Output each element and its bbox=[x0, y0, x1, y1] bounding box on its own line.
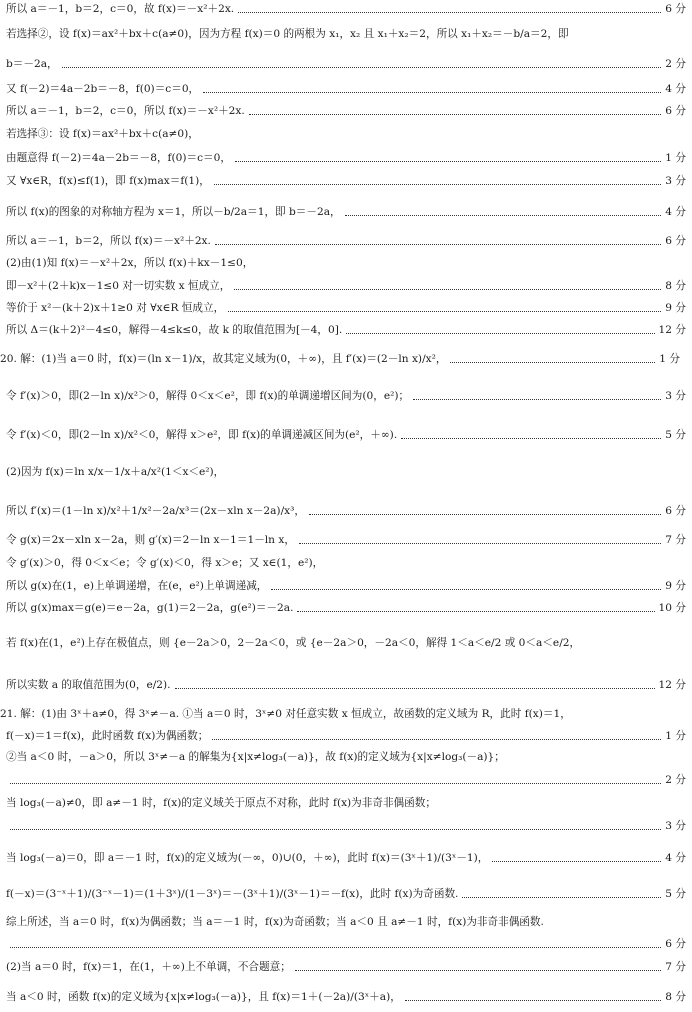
solution-line bbox=[0, 707, 680, 721]
leader-dots bbox=[62, 67, 662, 68]
solution-line bbox=[6, 82, 686, 96]
line-text: 若选择②，设 f(x)＝ax²＋bx＋c(a≠0)，因为方程 f(x)＝0 的两根为 x₁，x₂ 且 x₁＋x₂＝2，所以 x₁＋x₂＝－b/a＝2，即 bbox=[6, 28, 569, 40]
leader-dots bbox=[405, 1000, 661, 1001]
leader-dots bbox=[249, 114, 662, 115]
line-text: 所以 a＝－1，b＝2，c＝0，所以 f(x)＝－x²＋2x. bbox=[6, 105, 245, 117]
leader-dots bbox=[215, 244, 661, 245]
solution-line bbox=[6, 428, 686, 442]
line-score: 4 分 bbox=[665, 852, 686, 864]
solution-line bbox=[6, 750, 686, 764]
leader-dots bbox=[212, 739, 661, 740]
solution-line bbox=[6, 579, 686, 593]
leader-dots bbox=[295, 970, 661, 971]
line-text: 若选择③：设 f(x)＝ax²＋bx＋c(a≠0)， bbox=[6, 128, 199, 140]
leader-dots bbox=[297, 611, 654, 612]
solution-line bbox=[6, 533, 686, 547]
solution-line bbox=[6, 27, 686, 41]
solution-line bbox=[6, 937, 686, 951]
line-text: 所以 a＝－1，b＝2，所以 f(x)＝－x²＋2x. bbox=[6, 235, 211, 247]
leader-dots bbox=[10, 783, 661, 784]
line-text: 由题意得 f(－2)＝4a－2b＝－8，f(0)＝c＝0， bbox=[6, 152, 231, 164]
line-text: 所以实数 a 的取值范围为(0，e/2). bbox=[6, 679, 171, 691]
solution-line bbox=[6, 796, 686, 810]
solution-line bbox=[6, 819, 686, 833]
line-text: 令 f′(x)＜0，即(2－ln x)/x²＜0，解得 x＞e²，即 f(x)的单调递减区间为(e²，＋∞). bbox=[6, 429, 398, 441]
line-score: 3 分 bbox=[665, 175, 686, 187]
leader-dots bbox=[346, 333, 654, 334]
solution-line bbox=[6, 205, 686, 219]
leader-dots bbox=[235, 161, 661, 162]
leader-dots bbox=[214, 184, 661, 185]
line-text: 当 a＜0 时，函数 f(x)的定义域为{x|x≠log₃(－a)}，且 f(x)＝1＋(－2a)/(3ˣ＋a)， bbox=[6, 991, 401, 1003]
solution-line bbox=[6, 127, 686, 141]
line-text: 若 f(x)在(1，e²)上存在极值点，则 {e－2a＞0，2－2a＜0，或 {e－2a＞0，－2a＜0，解得 1＜a＜e/2 或 0＜a＜e/2， bbox=[6, 637, 581, 649]
line-text: 即－x²＋(2＋k)x－1≤0 对一切实数 x 恒成立， bbox=[6, 280, 231, 292]
line-text: 当 log₃(－a)≠0，即 a≠－1 时，f(x)的定义域关于原点不对称，此时 f(x)为非奇非偶函数； bbox=[6, 797, 436, 809]
solution-line bbox=[6, 636, 686, 650]
line-text: 令 f′(x)＞0，即(2－ln x)/x²＞0，解得 0＜x＜e²，即 f(x)的单调递增区间为(0，e²)； bbox=[6, 390, 410, 402]
leader-dots bbox=[10, 829, 661, 830]
line-text: 所以 f′(x)＝(1－ln x)/x²＋1/x²－2a/x³＝(2x－xln x－2a)/x³， bbox=[6, 505, 305, 517]
line-score: 6 分 bbox=[665, 505, 686, 517]
solution-line bbox=[6, 234, 686, 248]
line-text: (2)当 a＝0 时，f(x)＝1，在(1，＋∞)上不单调，不合题意； bbox=[6, 961, 291, 973]
solution-line bbox=[6, 601, 686, 615]
solution-line bbox=[6, 256, 686, 270]
line-text: f(－x)＝(3⁻ˣ＋1)/(3⁻ˣ－1)＝(1＋3ˣ)/(1－3ˣ)＝－(3ˣ＋1)/(3ˣ－1)＝－f(x)，此时 f(x)为奇函数. bbox=[6, 888, 459, 900]
solution-line bbox=[6, 729, 686, 743]
line-score: 12 分 bbox=[658, 324, 686, 336]
solution-line bbox=[6, 556, 686, 570]
line-text: 20. 解：(1)当 a＝0 时，f(x)＝(ln x－1)/x，故其定义域为(0，＋∞)，且 f′(x)＝(2－ln x)/x²， bbox=[0, 353, 447, 365]
line-text: 所以 g(x)max＝g(e)＝e－2a，g(1)＝2－2a，g(e²)＝－2a. bbox=[6, 602, 294, 614]
line-score: 1 分 bbox=[665, 730, 686, 742]
leader-dots bbox=[234, 289, 661, 290]
solution-line bbox=[6, 2, 686, 16]
solution-line bbox=[6, 851, 686, 865]
solution-line bbox=[6, 389, 686, 403]
line-text: (2)因为 f(x)＝ln x/x－1/x＋a/x²(1＜x＜e²)， bbox=[6, 466, 225, 478]
leader-dots bbox=[203, 92, 661, 93]
line-score: 7 分 bbox=[665, 961, 686, 973]
line-text: 又 ∀x∈R，f(x)≤f(1)，即 f(x)max＝f(1)， bbox=[6, 175, 210, 187]
leader-dots bbox=[228, 311, 661, 312]
leader-dots bbox=[450, 362, 655, 363]
line-score: 6 分 bbox=[665, 938, 686, 950]
line-score: 9 分 bbox=[665, 580, 686, 592]
line-score: 1 分 bbox=[665, 152, 686, 164]
line-text: b＝－2a， bbox=[6, 58, 58, 70]
solution-line bbox=[6, 323, 686, 337]
line-text: 当 log₃(－a)＝0，即 a＝－1 时，f(x)的定义域为(－∞，0)∪(0，＋∞)，此时 f(x)＝(3ˣ＋1)/(3ˣ－1)， bbox=[6, 852, 489, 864]
solution-line bbox=[6, 174, 686, 188]
line-score: 8 分 bbox=[665, 991, 686, 1003]
line-text: 又 f(－2)＝4a－2b＝－8，f(0)＝c＝0， bbox=[6, 83, 200, 95]
leader-dots bbox=[175, 688, 655, 689]
line-text: ②当 a＜0 时，－a＞0，所以 3ˣ≠－a 的解集为{x|x≠log₃(－a)}，故 f(x)的定义域为{x|x≠log₃(－a)}； bbox=[6, 751, 505, 763]
line-text: 综上所述，当 a＝0 时，f(x)为偶函数；当 a＝－1 时，f(x)为奇函数；当 a＜0 且 a≠－1 时，f(x)为非奇非偶函数. bbox=[6, 916, 544, 928]
line-text: 所以 Δ＝(k＋2)²－4≤0，解得－4≤k≤0，故 k 的取值范围为[－4，0]. bbox=[6, 324, 343, 336]
solution-line bbox=[6, 990, 686, 1004]
line-score: 10 分 bbox=[658, 602, 686, 614]
line-score: 6 分 bbox=[665, 3, 686, 15]
leader-dots bbox=[401, 438, 661, 439]
solution-line bbox=[6, 57, 686, 71]
leader-dots bbox=[345, 215, 662, 216]
solution-line bbox=[6, 960, 686, 974]
solution-line bbox=[6, 301, 686, 315]
line-text: 令 g(x)＝2x－xln x－2a，则 g′(x)＝2－ln x－1＝1－ln x， bbox=[6, 534, 295, 546]
line-text: 所以 g(x)在(1，e)上单调递增，在(e，e²)上单调递减， bbox=[6, 580, 268, 592]
solution-line bbox=[6, 465, 686, 479]
leader-dots bbox=[10, 947, 661, 948]
solution-line bbox=[6, 279, 686, 293]
solution-line bbox=[6, 104, 686, 118]
line-text: 令 g′(x)＞0，得 0＜x＜e；令 g′(x)＜0，得 x＞e；又 x∈(1，e²)， bbox=[6, 557, 324, 569]
line-score: 6 分 bbox=[665, 105, 686, 117]
line-score: 4 分 bbox=[665, 206, 686, 218]
line-text: 所以 a＝－1，b＝2，c＝0，故 f(x)＝－x²＋2x. bbox=[6, 3, 235, 15]
line-score: 8 分 bbox=[665, 280, 686, 292]
line-text: (2)由(1)知 f(x)＝－x²＋2x，所以 f(x)＋kx－1≤0， bbox=[6, 257, 254, 269]
leader-dots bbox=[462, 897, 661, 898]
line-text: 所以 f(x)的图象的对称轴方程为 x＝1，所以－b/2a＝1，即 b＝－2a， bbox=[6, 206, 341, 218]
line-score: 12 分 bbox=[658, 679, 686, 691]
solution-line bbox=[0, 352, 680, 366]
line-score: 9 分 bbox=[665, 302, 686, 314]
leader-dots bbox=[299, 543, 661, 544]
line-text: 等价于 x²－(k＋2)x＋1≥0 对 ∀x∈R 恒成立， bbox=[6, 302, 225, 314]
solution-line bbox=[6, 887, 686, 901]
line-score: 1 分 bbox=[659, 353, 680, 365]
solution-line bbox=[6, 915, 686, 929]
line-text: 21. 解：(1)由 3ˣ＋a≠0，得 3ˣ≠－a. ①当 a＝0 时，3ˣ≠0 对任意实数 x 恒成立，故函数的定义域为 R，此时 f(x)＝1， bbox=[0, 708, 571, 720]
leader-dots bbox=[413, 399, 661, 400]
solution-line bbox=[6, 678, 686, 692]
leader-dots bbox=[238, 12, 661, 13]
line-text: f(－x)＝1＝f(x)，此时函数 f(x)为偶函数； bbox=[6, 730, 209, 742]
solution-line bbox=[6, 151, 686, 165]
solution-line bbox=[6, 504, 686, 518]
leader-dots bbox=[492, 861, 661, 862]
leader-dots bbox=[271, 589, 661, 590]
solution-line bbox=[6, 773, 686, 787]
line-score: 7 分 bbox=[665, 534, 686, 546]
line-score: 5 分 bbox=[665, 888, 686, 900]
leader-dots bbox=[309, 514, 661, 515]
line-score: 2 分 bbox=[665, 774, 686, 786]
line-score: 5 分 bbox=[665, 429, 686, 441]
line-score: 6 分 bbox=[665, 235, 686, 247]
line-score: 2 分 bbox=[665, 58, 686, 70]
line-score: 3 分 bbox=[665, 390, 686, 402]
line-score: 4 分 bbox=[665, 83, 686, 95]
line-score: 3 分 bbox=[665, 820, 686, 832]
